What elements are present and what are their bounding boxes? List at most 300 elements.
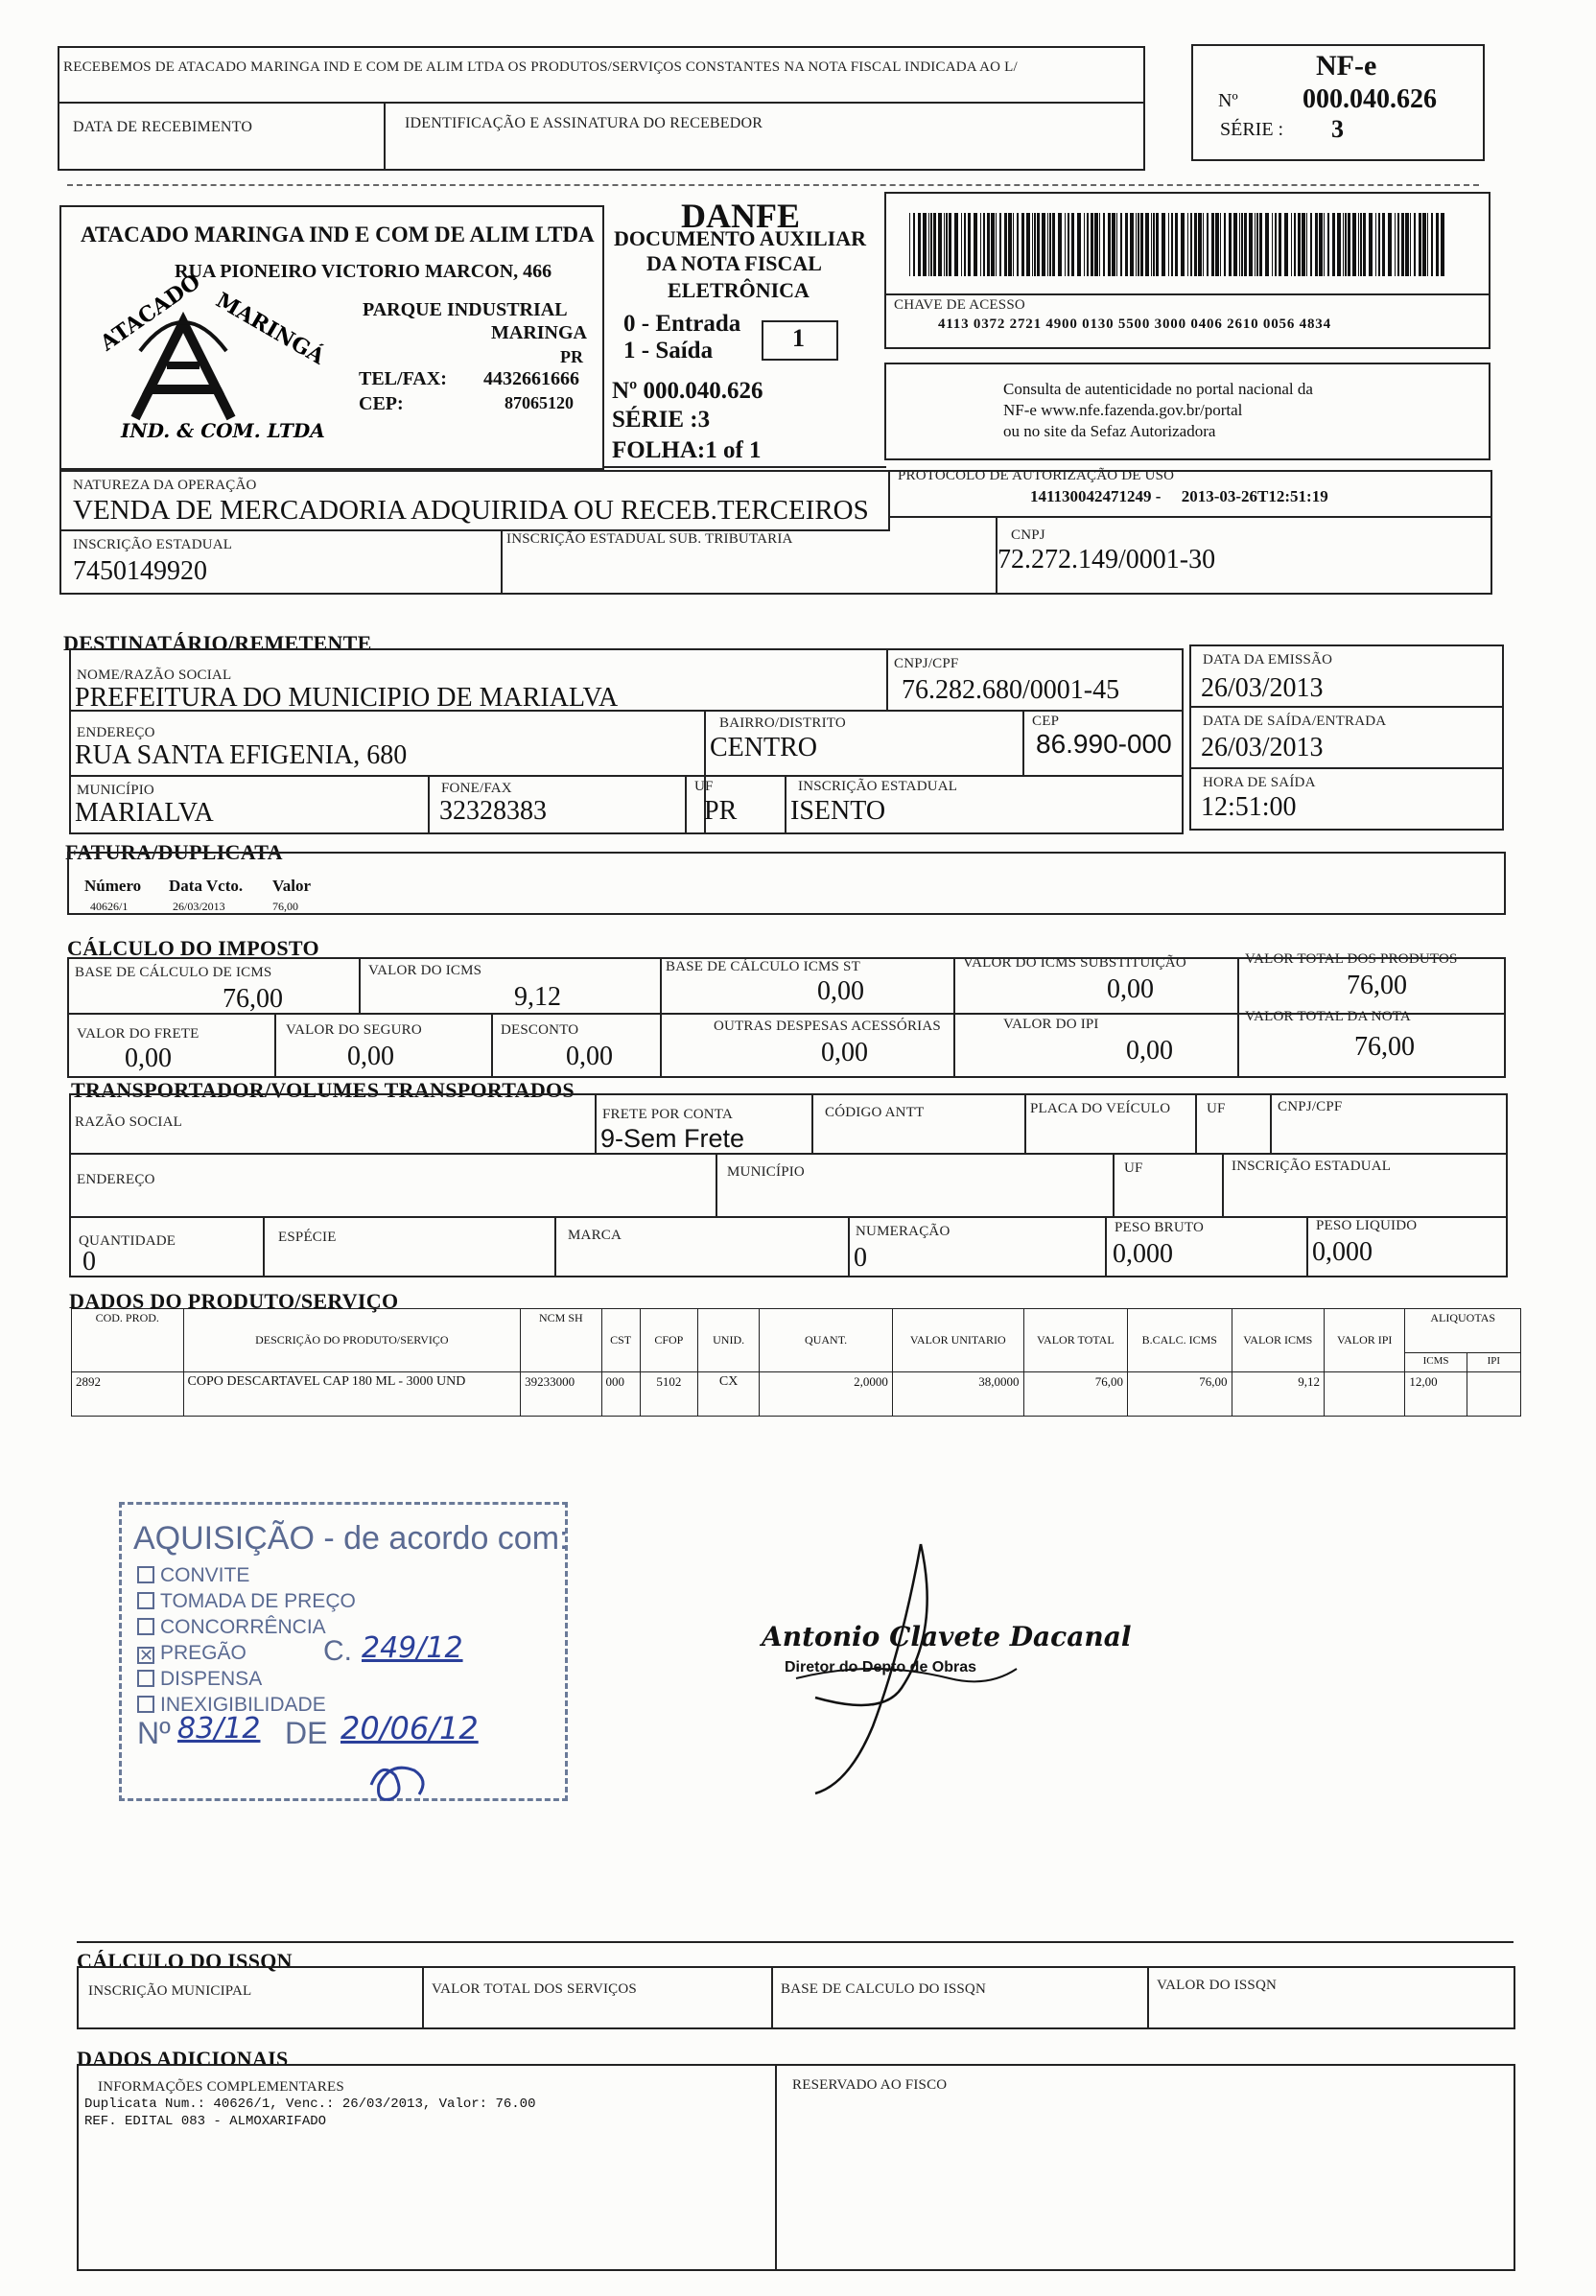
barcode-bar: [1091, 213, 1093, 276]
barcode-bar: [1414, 213, 1416, 276]
barcode-bar: [996, 213, 997, 276]
header-bcalc: B.CALC. ICMS: [1128, 1309, 1232, 1372]
barcode-bar: [1130, 213, 1134, 276]
issqn-services-label: VALOR TOTAL DOS SERVIÇOS: [432, 1981, 637, 1997]
row-cst: 000: [601, 1372, 640, 1417]
barcode-bar: [968, 213, 971, 276]
qty-label: QUANTIDADE: [79, 1233, 176, 1249]
barcode-bar: [1187, 213, 1188, 276]
invoice-due: 26/03/2013: [173, 900, 225, 913]
consult-line3: ou no site da Sefaz Autorizadora: [1003, 422, 1216, 440]
barcode-bar: [1369, 213, 1373, 276]
stamp-option-label: INEXIGIBILIDADE: [160, 1694, 326, 1716]
header-total: VALOR TOTAL: [1023, 1309, 1128, 1372]
barcode-bar: [1291, 213, 1292, 276]
barcode-bar: [1008, 213, 1012, 276]
barcode-bar: [1068, 213, 1069, 276]
recipient-cnpj: 76.282.680/0001-45: [902, 675, 1120, 705]
barcode-bar: [1378, 213, 1380, 276]
gross: 0,000: [1113, 1239, 1173, 1269]
barcode-bar: [923, 213, 927, 276]
barcode-bar: [1153, 213, 1155, 276]
header-desc: DESCRIÇÃO DO PRODUTO/SERVIÇO: [183, 1309, 521, 1372]
svg-text:IND. & COM. LTDA: IND. & COM. LTDA: [121, 419, 325, 442]
nfe-number-label: Nº: [1218, 90, 1238, 111]
barcode-bar: [933, 213, 936, 276]
row-desc: COPO DESCARTAVEL CAP 180 ML - 3000 UND: [183, 1372, 521, 1417]
barcode-bar: [1419, 213, 1421, 276]
header-aliq: ALIQUOTAS: [1405, 1309, 1521, 1353]
barcode-bar: [1315, 213, 1318, 276]
barcode-bar: [1065, 213, 1066, 276]
emitter-cep-label: CEP:: [359, 393, 404, 414]
ie-st-label: INSCRIÇÃO ESTADUAL SUB. TRIBUTARIA: [506, 531, 793, 547]
barcode-bar: [1319, 213, 1323, 276]
header-aipi: IPI: [1467, 1353, 1520, 1372]
total-products-label: VALOR TOTAL DOS PRODUTOS: [1245, 951, 1458, 967]
invoice-val: 76,00: [272, 900, 298, 913]
insurance: 0,00: [347, 1042, 394, 1071]
icms-st: 0,00: [1107, 974, 1154, 1004]
svg-text:ATACADO: ATACADO: [95, 269, 205, 357]
barcode-bar: [1220, 213, 1221, 276]
invoice-val-label: Valor: [272, 877, 311, 895]
icms: 9,12: [514, 982, 561, 1012]
danfe-series: SÉRIE :3: [612, 407, 711, 433]
row-cod: 2892: [72, 1372, 184, 1417]
ipi: 0,00: [1126, 1036, 1173, 1066]
stamp-n-value: 83/12: [177, 1712, 261, 1745]
carrier-uf-label: UF: [1207, 1101, 1226, 1116]
tax-section: CÁLCULO DO IMPOSTO: [67, 936, 319, 960]
recipient-name-label: NOME/RAZÃO SOCIAL: [77, 668, 232, 683]
emitter-name: ATACADO MARINGA IND E COM DE ALIM LTDA: [81, 223, 595, 246]
stamp-de-value: 20/06/12: [340, 1710, 479, 1746]
cut-line: [67, 184, 1479, 186]
info-line1: Duplicata Num.: 40626/1, Venc.: 26/03/2013, Valor: 76.00: [84, 2097, 536, 2112]
barcode-bar: [983, 213, 985, 276]
nature-value: VENDA DE MERCADORIA ADQUIRIDA OU RECEB.TERCEIROS: [73, 495, 869, 526]
products-section: DADOS DO PRODUTO/SERVIÇO: [69, 1289, 399, 1313]
barcode-bar: [1241, 213, 1243, 276]
recipient-address-label: ENDEREÇO: [77, 725, 155, 740]
invoice-num: 40626/1: [90, 900, 129, 913]
qty: 0: [82, 1247, 96, 1277]
checkbox-icon: [137, 1566, 154, 1583]
carrier-antt-label: CÓDIGO ANTT: [825, 1105, 925, 1120]
gross-label: PESO BRUTO: [1115, 1220, 1204, 1235]
danfe-title: DANFE: [681, 197, 800, 235]
barcode-bar: [1310, 213, 1312, 276]
barcode-bar: [1275, 213, 1277, 276]
barcode-bar: [1120, 213, 1122, 276]
recipient-cep: 86.990-000: [1036, 729, 1172, 759]
barcode-bar: [918, 213, 921, 276]
barcode-bar: [1348, 213, 1350, 276]
nfe-series-label: SÉRIE :: [1220, 119, 1284, 140]
other-label: OUTRAS DESPESAS ACESSÓRIAS: [714, 1019, 941, 1034]
exit-value: 26/03/2013: [1201, 733, 1324, 762]
header-vicms: VALOR ICMS: [1232, 1309, 1324, 1372]
danfe-sub3: ELETRÔNICA: [668, 278, 810, 302]
recipient-phone: 32328383: [439, 796, 547, 826]
barcode-bar: [961, 213, 962, 276]
danfe-sub1: DOCUMENTO AUXILIAR: [614, 226, 867, 250]
issue-label: DATA DA EMISSÃO: [1203, 652, 1333, 668]
barcode-bar: [1108, 213, 1111, 276]
issue-value: 26/03/2013: [1201, 673, 1324, 703]
stamp-option-label: TOMADA DE PREÇO: [160, 1590, 356, 1612]
emitter-phone-label: TEL/FAX:: [359, 368, 447, 389]
issqn-value-label: VALOR DO ISSQN: [1157, 1978, 1278, 1993]
stamp-option: [137, 1564, 249, 1587]
nfe-series: 3: [1331, 115, 1344, 143]
barcode-bar: [1047, 213, 1048, 276]
ie-label: INSCRIÇÃO ESTADUAL: [73, 537, 233, 552]
recipient-section: DESTINATÁRIO/REMETENTE: [63, 631, 372, 655]
barcode-bar: [1401, 213, 1404, 276]
recipient-city-label: MUNICÍPIO: [77, 783, 154, 798]
barcode-bar: [928, 213, 929, 276]
barcode-bar: [1256, 213, 1258, 276]
recipient-ie-label: INSCRIÇÃO ESTADUAL: [798, 779, 958, 794]
barcode-bar: [991, 213, 995, 276]
row-aicms: 12,00: [1405, 1372, 1467, 1417]
header-cod: COD. PROD.: [72, 1309, 184, 1372]
stamp-option: [137, 1668, 262, 1691]
protocol-value: 141130042471249 - 2013-03-26T12:51:19: [1030, 487, 1328, 505]
signature-name: Antonio Clavete Dacanal: [762, 1621, 1132, 1652]
rubric-initials: [362, 1756, 438, 1804]
fisco-label: RESERVADO AO FISCO: [792, 2077, 948, 2093]
barcode-bar: [1441, 213, 1444, 276]
carrier-name-label: RAZÃO SOCIAL: [75, 1114, 182, 1130]
receipt-date-label: DATA DE RECEBIMENTO: [73, 119, 253, 135]
barcode-bar: [1360, 213, 1362, 276]
carrier-ie-label: INSCRIÇÃO ESTADUAL: [1232, 1159, 1392, 1174]
barcode-bar: [1431, 213, 1433, 276]
signature-title: Diretor do Depto de Obras: [785, 1659, 977, 1675]
emitter-cep: 87065120: [505, 393, 574, 412]
net-label: PESO LIQUIDO: [1316, 1218, 1418, 1233]
barcode-bar: [1363, 213, 1366, 276]
numbering: 0: [854, 1243, 867, 1273]
barcode-bar: [1052, 213, 1055, 276]
barcode-bar: [938, 213, 942, 276]
barcode-bar: [1375, 213, 1376, 276]
barcode-bar: [1077, 213, 1081, 276]
barcode-bar: [1136, 213, 1137, 276]
barcode-bar: [1207, 213, 1209, 276]
exit-label: DATA DE SAÍDA/ENTRADA: [1203, 714, 1387, 729]
barcode-bar: [1013, 213, 1014, 276]
recipient-address: RUA SANTA EFIGENIA, 680: [75, 740, 408, 770]
total: 76,00: [1354, 1032, 1415, 1062]
barcode-bar: [1436, 213, 1439, 276]
carrier-cnpj-label: CNPJ/CPF: [1278, 1099, 1343, 1114]
species-label: ESPÉCIE: [278, 1230, 337, 1245]
products-header-row: [72, 1309, 1521, 1353]
issqn-box: [77, 1966, 1515, 2029]
brand-label: MARCA: [568, 1228, 622, 1243]
recipient-district-label: BAIRRO/DISTRITO: [719, 715, 846, 731]
barcode-bar: [909, 213, 910, 276]
stamp-option-label: CONVITE: [160, 1564, 250, 1586]
recipient-uf: PR: [704, 796, 738, 826]
invoice-num-label: Número: [84, 877, 142, 895]
barcode-bar: [1140, 213, 1143, 276]
barcode-bar: [944, 213, 945, 276]
danfe-number: Nº 000.040.626: [612, 378, 763, 404]
cnpj-label: CNPJ: [1011, 527, 1045, 543]
row-unid: CX: [697, 1372, 759, 1417]
carrier-city-label: MUNICÍPIO: [727, 1164, 805, 1180]
barcode-bar: [1397, 213, 1399, 276]
header-cfop: CFOP: [640, 1309, 697, 1372]
barcode-bar: [964, 213, 966, 276]
receipt-text: RECEBEMOS DE ATACADO MARINGA IND E COM DE ALIM LTDA OS PRODUTOS/SERVIÇOS CONSTANTES NA NOTA FISCAL INDICADA AO L/: [63, 59, 1018, 75]
cnpj-value: 72.272.149/0001-30: [998, 545, 1216, 574]
issqn-section: CÁLCULO DO ISSQN: [77, 1949, 293, 1973]
emitter-city: MARINGA: [491, 322, 587, 343]
recipient-phone-label: FONE/FAX: [441, 781, 512, 796]
stamp-option: [137, 1642, 246, 1665]
barcode-bar: [913, 213, 915, 276]
other: 0,00: [821, 1038, 868, 1067]
barcode-bar: [1352, 213, 1356, 276]
barcode-bar: [1203, 213, 1204, 276]
access-key-label: CHAVE DE ACESSO: [894, 297, 1025, 313]
additional-section: DADOS ADICIONAIS: [77, 2047, 289, 2071]
row-total: 76,00: [1023, 1372, 1128, 1417]
row-unit: 38,0000: [892, 1372, 1023, 1417]
numbering-label: NUMERAÇÃO: [856, 1224, 951, 1239]
barcode-bar: [1145, 213, 1149, 276]
emitter-state: PR: [560, 347, 583, 366]
stamp-de-label: DE: [285, 1716, 328, 1750]
ie-value: 7450149920: [73, 556, 207, 586]
barcode-bar: [1215, 213, 1219, 276]
barcode-bar: [1034, 213, 1036, 276]
checkbox-icon: [137, 1618, 154, 1635]
barcode-bar: [1156, 213, 1159, 276]
barcode-bar: [1272, 213, 1273, 276]
danfe-type-value: 1: [792, 324, 805, 352]
stamp-title: AQUISIÇÃO - de acordo com:: [133, 1520, 569, 1557]
transport-section: TRANSPORTADOR/VOLUMES TRANSPORTADOS: [71, 1078, 575, 1102]
barcode-bar: [1026, 213, 1030, 276]
barcode-bar: [1294, 213, 1296, 276]
danfe-sub2: DA NOTA FISCAL: [646, 251, 822, 275]
base-icms-label: BASE DE CÁLCULO DE ICMS: [75, 965, 272, 980]
issqn-base-label: BASE DE CALCULO DO ISSQN: [781, 1981, 986, 1997]
acquisition-stamp: [119, 1502, 568, 1801]
stamp-n-label: Nº: [137, 1716, 171, 1750]
barcode-bar: [1171, 213, 1173, 276]
barcode-bar: [1087, 213, 1089, 276]
emitter-phone: 4432661666: [483, 368, 579, 389]
barcode-bar: [974, 213, 977, 276]
barcode-bar: [1112, 213, 1115, 276]
row-cfop: 5102: [640, 1372, 697, 1417]
svg-text:MARINGÁ: MARINGÁ: [211, 288, 329, 370]
info-line2: REF. EDITAL 083 - ALMOXARIFADO: [84, 2114, 327, 2129]
discount-label: DESCONTO: [501, 1022, 579, 1038]
barcode-bar: [1125, 213, 1128, 276]
barcode-bar: [1233, 213, 1237, 276]
barcode-bar: [1032, 213, 1033, 276]
invoice-due-label: Data Vcto.: [169, 877, 244, 895]
barcode-bar: [1116, 213, 1117, 276]
barcode-bar: [1021, 213, 1024, 276]
barcode: [909, 213, 1446, 276]
barcode-bar: [930, 213, 932, 276]
products-table: [71, 1308, 1521, 1417]
recipient-name: PREFEITURA DO MUNICIPIO DE MARIALVA: [75, 683, 619, 713]
barcode-bar: [1343, 213, 1344, 276]
barcode-bar: [954, 213, 958, 276]
header-unid: UNID.: [697, 1309, 759, 1372]
time-label: HORA DE SAÍDA: [1203, 775, 1316, 790]
checkbox-icon: ✕: [139, 1646, 154, 1665]
barcode-bar: [1265, 213, 1269, 276]
stamp-option: [137, 1616, 326, 1639]
row-vipi: [1324, 1372, 1404, 1417]
barcode-bar: [999, 213, 1001, 276]
emitter-district: PARQUE INDUSTRIAL: [363, 299, 568, 320]
barcode-bar: [1302, 213, 1305, 276]
barcode-bar: [1211, 213, 1214, 276]
carrier-freight-label: FRETE POR CONTA: [602, 1107, 733, 1122]
info-label: INFORMAÇÕES COMPLEMENTARES: [98, 2079, 344, 2095]
barcode-bar: [1099, 213, 1100, 276]
barcode-bar: [1410, 213, 1411, 276]
insurance-label: VALOR DO SEGURO: [286, 1022, 422, 1038]
danfe-saida: 1 - Saída: [623, 338, 714, 363]
row-ncm: 39233000: [521, 1372, 601, 1417]
barcode-bar: [1094, 213, 1098, 276]
carrier-freight: 9-Sem Frete: [600, 1124, 745, 1153]
barcode-bar: [1175, 213, 1178, 276]
total-label: VALOR TOTAL DA NOTA: [1245, 1009, 1411, 1024]
recipient-city: MARIALVA: [75, 798, 214, 828]
emitter-street: RUA PIONEIRO VICTORIO MARCON, 466: [175, 261, 552, 282]
nfe-number: 000.040.626: [1303, 84, 1437, 114]
barcode-bar: [1337, 213, 1341, 276]
barcode-bar: [1229, 213, 1232, 276]
header-cst: CST: [601, 1309, 640, 1372]
checkbox-icon: [137, 1592, 154, 1609]
header-vipi: VALOR IPI: [1324, 1309, 1404, 1372]
issqn-im-label: INSCRIÇÃO MUNICIPAL: [88, 1983, 252, 1999]
barcode-bar: [1259, 213, 1262, 276]
total-products: 76,00: [1347, 971, 1407, 1000]
base-st: 0,00: [817, 976, 864, 1006]
consult-line2: NF-e www.nfe.fazenda.gov.br/portal: [1003, 401, 1243, 419]
recipient-district: CENTRO: [710, 733, 817, 762]
barcode-bar: [1298, 213, 1301, 276]
base-st-label: BASE DE CÁLCULO ICMS ST: [666, 959, 860, 974]
carrier-address-label: ENDEREÇO: [77, 1172, 155, 1187]
net: 0,000: [1312, 1237, 1373, 1267]
recipient-uf-label: UF: [694, 779, 714, 794]
recipient-cnpj-label: CNPJ/CPF: [894, 656, 959, 671]
barcode-bar: [1190, 213, 1192, 276]
row-quant: 2,0000: [760, 1372, 893, 1417]
barcode-bar: [1138, 213, 1139, 276]
barcode-bar: [1239, 213, 1240, 276]
header-ncm: NCM SH: [521, 1309, 601, 1372]
invoice-section: FATURA/DUPLICATA: [65, 840, 283, 864]
protocol-label: PROTOCOLO DE AUTORIZAÇÃO DE USO: [898, 468, 1175, 483]
barcode-bar: [1058, 213, 1062, 276]
barcode-bar: [1103, 213, 1105, 276]
row-aipi: [1467, 1372, 1520, 1417]
danfe-folha: FOLHA:1 of 1: [612, 437, 762, 463]
barcode-bar: [1255, 213, 1256, 276]
discount: 0,00: [566, 1042, 613, 1071]
time-value: 12:51:00: [1201, 792, 1297, 822]
barcode-bar: [1249, 213, 1253, 276]
icms-label: VALOR DO ICMS: [368, 963, 482, 978]
transport-box: [69, 1093, 1508, 1277]
barcode-bar: [1324, 213, 1325, 276]
freight-label: VALOR DO FRETE: [77, 1026, 200, 1042]
barcode-bar: [1004, 213, 1007, 276]
stamp-option-label: DISPENSA: [160, 1668, 263, 1690]
header-aicms: ICMS: [1405, 1353, 1467, 1372]
nfe-title: NF-e: [1316, 50, 1377, 82]
header-quant: QUANT.: [760, 1309, 893, 1372]
table-row: [72, 1372, 1521, 1417]
barcode-bar: [1427, 213, 1428, 276]
barcode-bar: [1279, 213, 1281, 276]
barcode-bar: [1244, 213, 1247, 276]
barcode-bar: [1168, 213, 1169, 276]
barcode-bar: [1198, 213, 1202, 276]
receipt-sign-label: IDENTIFICAÇÃO E ASSINATURA DO RECEBEDOR: [405, 115, 763, 131]
carrier-plate-label: PLACA DO VEÍCULO: [1030, 1101, 1171, 1116]
barcode-bar: [1388, 213, 1392, 276]
barcode-bar: [1042, 213, 1045, 276]
barcode-bar: [1181, 213, 1185, 276]
carrier-uf2-label: UF: [1124, 1160, 1143, 1176]
header-unit: VALOR UNITARIO: [892, 1309, 1023, 1372]
barcode-bar: [1194, 213, 1197, 276]
stamp-option-label: CONCORRÊNCIA: [160, 1616, 326, 1638]
checkbox-icon: [137, 1670, 154, 1687]
danfe-entrada: 0 - Entrada: [623, 311, 741, 337]
stamp-option: [137, 1590, 356, 1613]
barcode-bar: [1358, 213, 1359, 276]
freight: 0,00: [125, 1043, 172, 1073]
barcode-bar: [1345, 213, 1347, 276]
barcode-bar: [1422, 213, 1426, 276]
company-logo: [82, 269, 329, 457]
barcode-bar: [946, 213, 948, 276]
ipi-label: VALOR DO IPI: [1003, 1017, 1099, 1032]
barcode-bar: [1332, 213, 1335, 276]
recipient-ie: ISENTO: [790, 796, 886, 826]
barcode-bar: [1084, 213, 1085, 276]
barcode-bar: [1049, 213, 1051, 276]
access-key: 4113 0372 2721 4900 0130 5500 3000 0406 2610 0056 4834: [938, 316, 1331, 332]
barcode-bar: [1151, 213, 1152, 276]
recipient-cep-label: CEP: [1032, 714, 1060, 729]
row-bcalc: 76,00: [1128, 1372, 1232, 1417]
stamp-c-value: 249/12: [362, 1631, 463, 1665]
barcode-bar: [980, 213, 981, 276]
